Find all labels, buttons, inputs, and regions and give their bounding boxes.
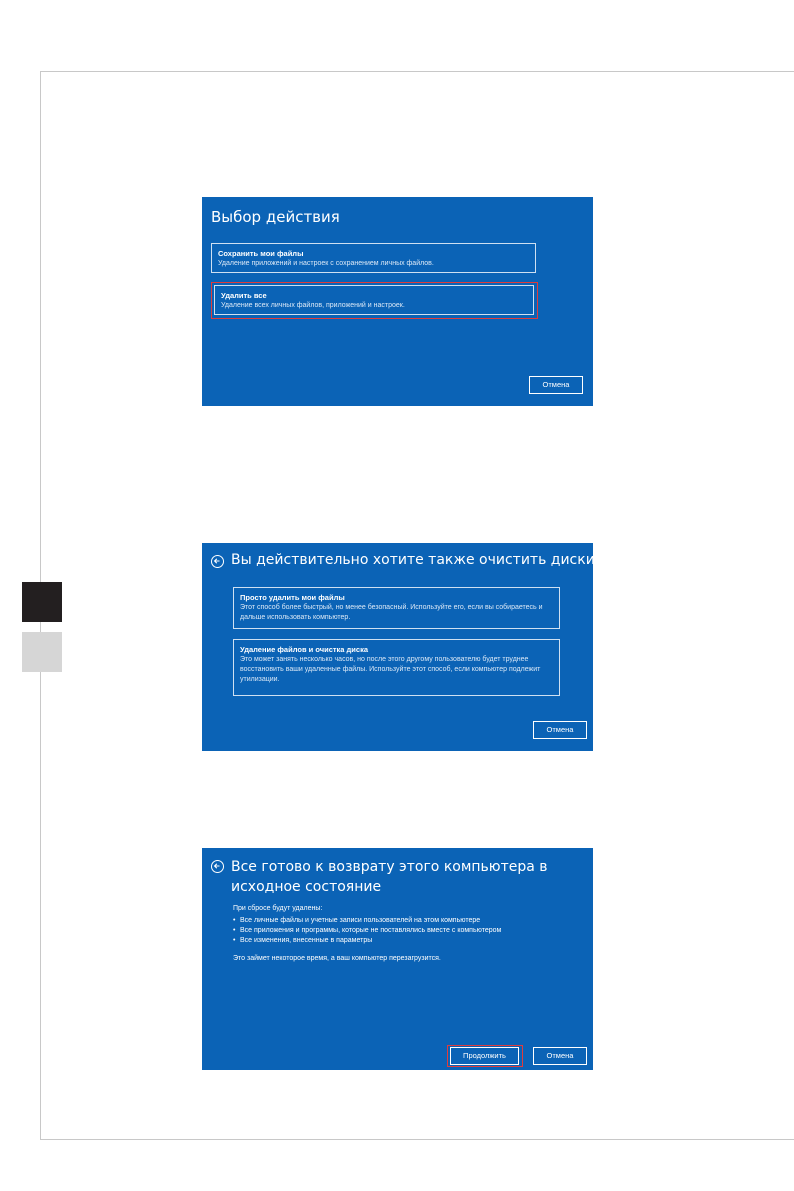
reset-bullet-list (233, 916, 583, 946)
keep-my-files-option[interactable] (211, 243, 536, 273)
option-title: Удалить все (221, 291, 267, 300)
option-title: Удаление файлов и очистка диска (240, 645, 369, 654)
cancel-button[interactable]: Отмена (533, 1047, 587, 1065)
screen-title: Вы действительно хотите также очистить диски? (231, 552, 603, 568)
remove-everything-option[interactable] (214, 285, 534, 315)
page-frame-bottom (40, 1139, 794, 1140)
screen-choose-option (202, 197, 593, 406)
back-arrow-icon[interactable] (211, 555, 224, 568)
highlight-box (447, 1045, 523, 1067)
option-description: Удаление всех личных файлов, приложений и настроек. (221, 302, 405, 309)
screen-ready-to-reset (202, 848, 593, 1070)
option-title: Сохранить мои файлы (218, 249, 304, 258)
back-arrow-icon[interactable] (211, 860, 224, 873)
list-item: • Все изменения, внесенные в параметры (233, 936, 583, 946)
list-item: • Все личные файлы и учетные записи пользователей на этом компьютере (233, 916, 583, 926)
screen-title: Все готово к возврату этого компьютера в исходное состояние (231, 859, 548, 895)
cancel-button[interactable]: Отмена (529, 376, 583, 394)
option-description: Это может занять несколько часов, но после этого другому пользователю будет труднее восстановить ваши удаленные файлы. Используйте этот способ, если компьютер подлежит утилизации. (240, 656, 541, 683)
just-remove-files-option[interactable] (233, 587, 560, 629)
highlight-box (211, 282, 538, 319)
screen-clean-drives (202, 543, 603, 751)
cancel-button[interactable]: Отмена (533, 721, 587, 739)
reset-note: Это займет некоторое время, а ваш компьютер перезагрузится. (233, 955, 441, 962)
screen-title: Выбор действия (211, 208, 340, 226)
page-frame-top (40, 71, 794, 72)
reset-info (233, 904, 583, 964)
chapter-tab-dark (22, 582, 62, 622)
continue-button[interactable]: Продолжить (450, 1047, 519, 1065)
option-title: Просто удалить мои файлы (240, 593, 345, 602)
list-item: • Все приложения и программы, которые не поставлялись вместе с компьютером (233, 926, 583, 936)
option-description: Удаление приложений и настроек с сохранением личных файлов. (218, 260, 434, 267)
option-description: Этот способ более быстрый, но менее безопасный. Используйте его, если вы собираетесь и дальше использовать компьютер. (240, 604, 543, 621)
chapter-tab-light (22, 632, 62, 672)
reset-intro: При сбросе будут удалены: (233, 905, 323, 912)
remove-files-and-clean-drive-option[interactable] (233, 639, 560, 696)
